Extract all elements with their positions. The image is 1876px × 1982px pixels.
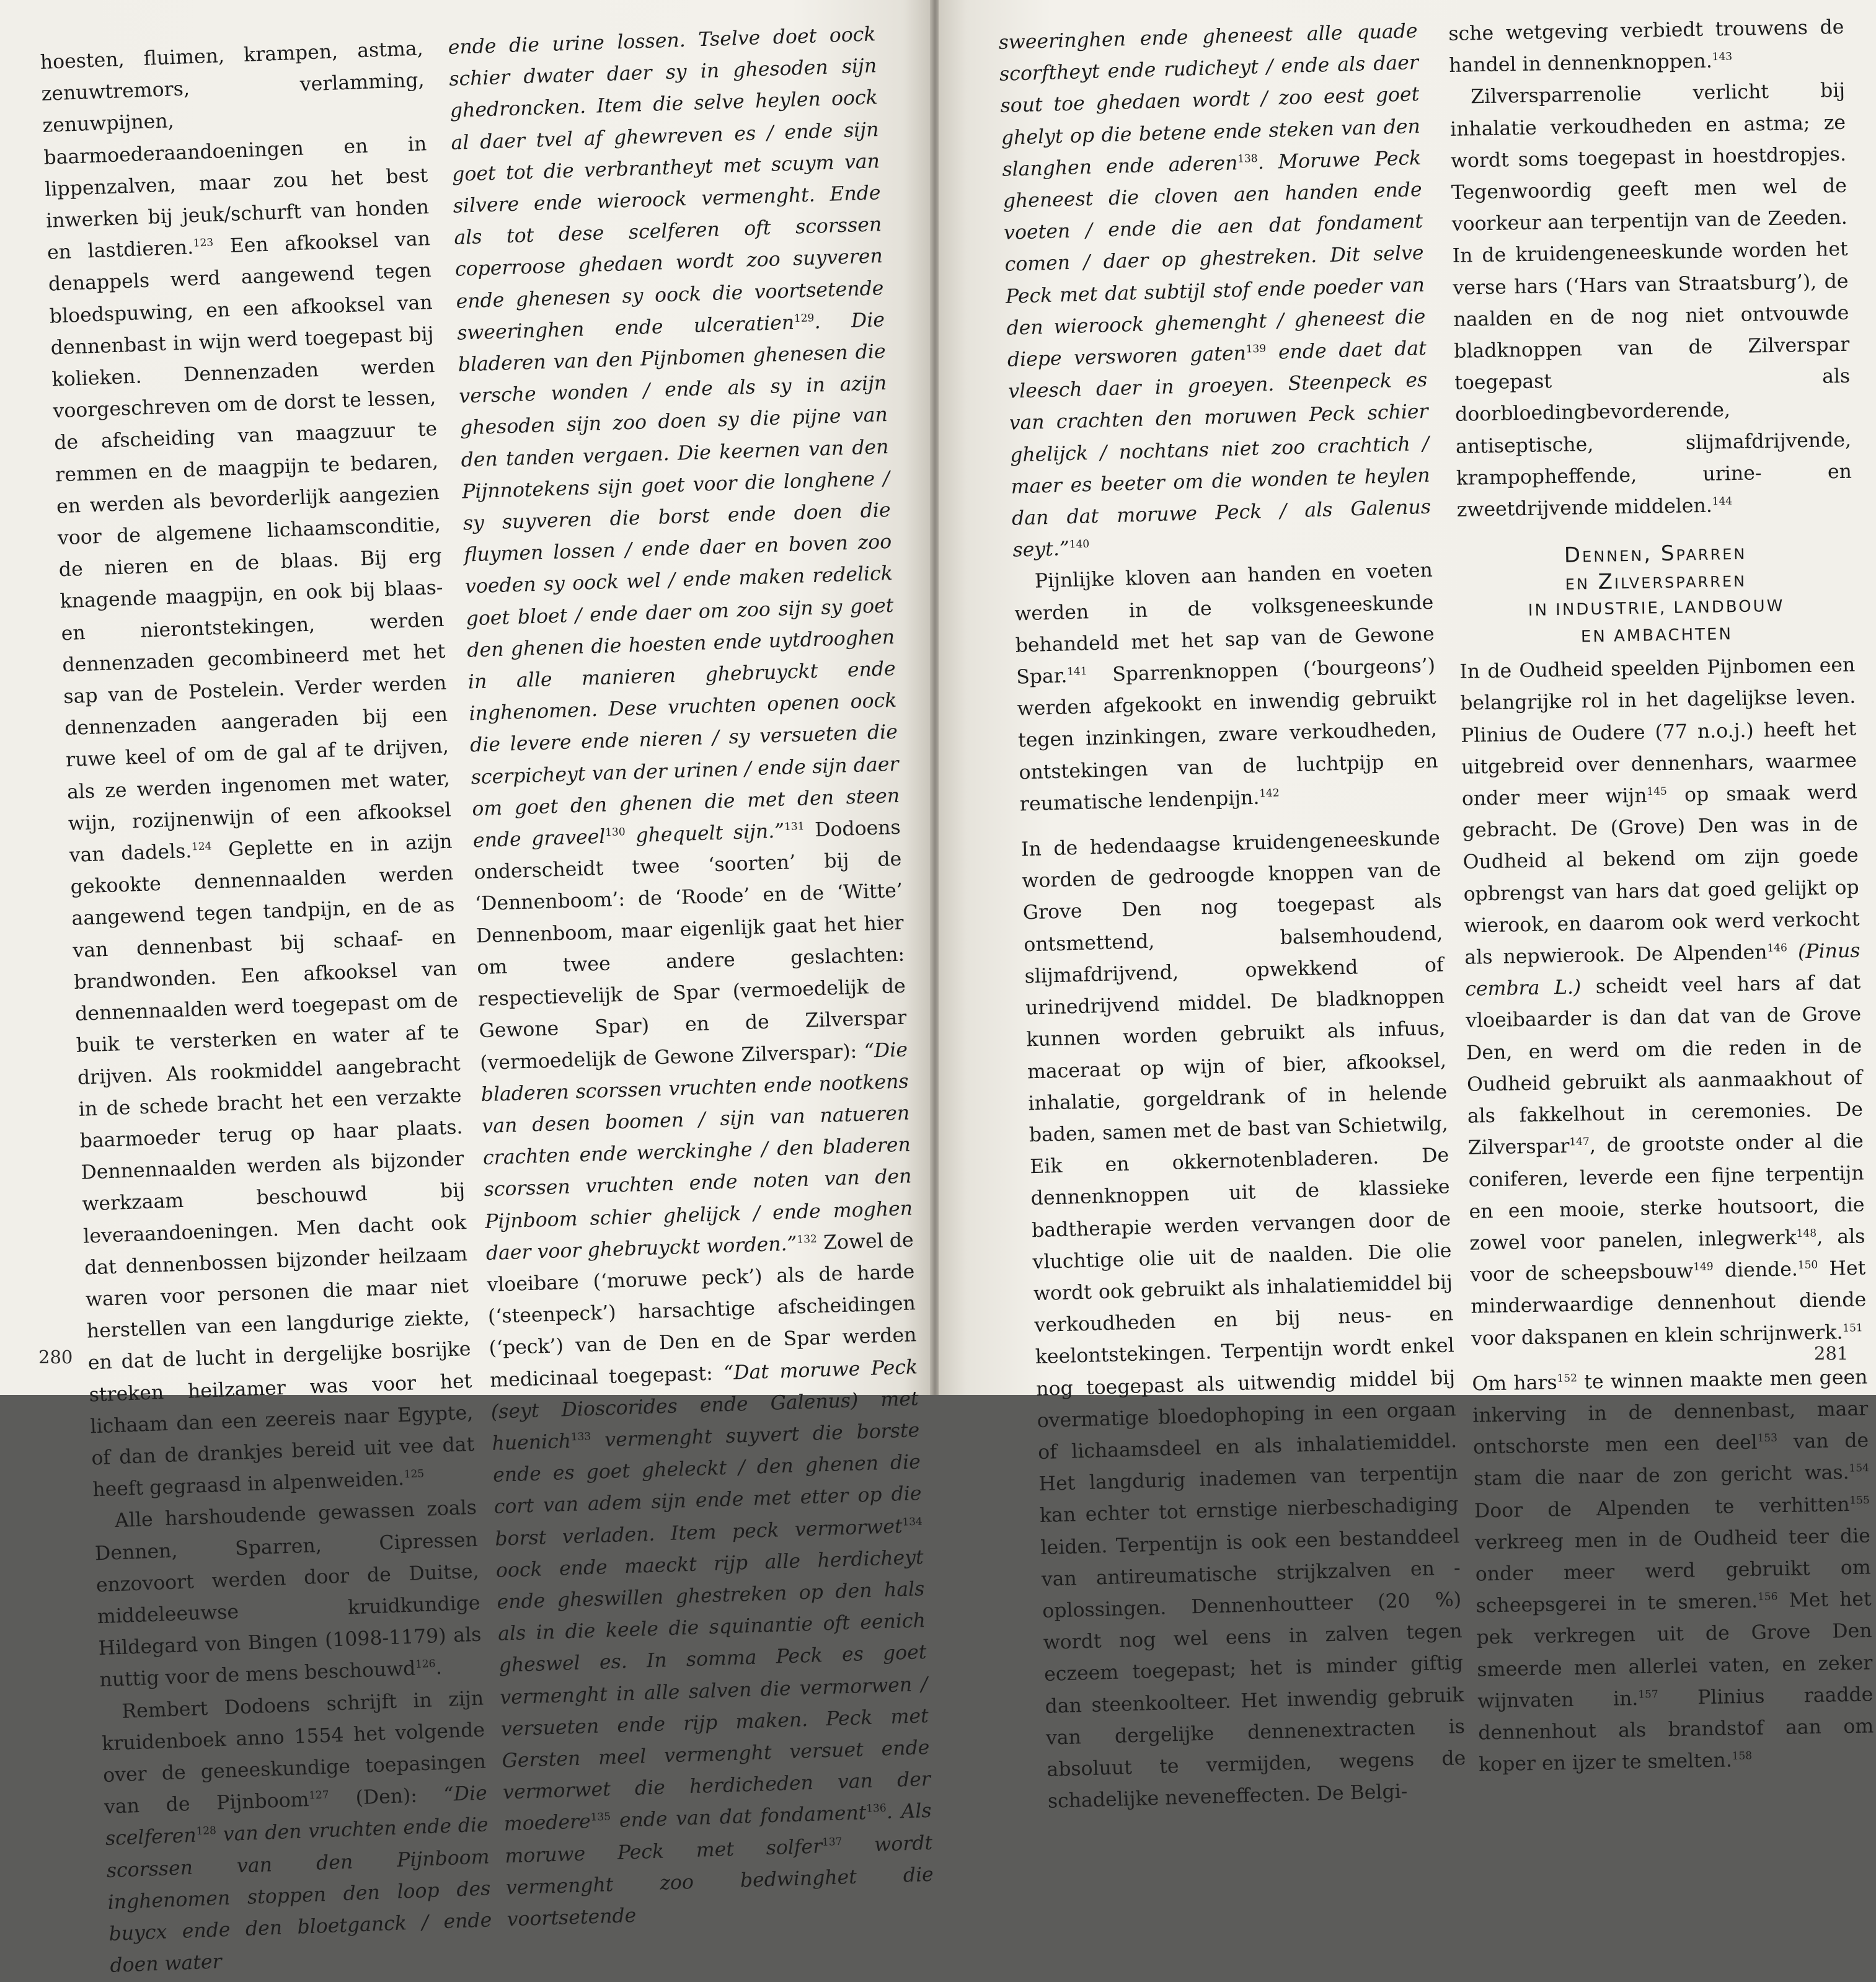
paragraph: Om hars$^{152}$ te winnen maakte men geen inkerving in de dennenbast, maar ontschorste men een deel$^{153}$ van de stam die naar de zon gericht was.$^{154}$ Door de Alpenden te verhitten$^{155}$ verkreeg men in de Oudheid teer die onder meer werd gebruikt om scheepsgerei in te smeren.$^{156}$ Met het pek verkregen uit de Grove Den smeerde men allerlei vaten, en zeker wijnvaten in.$^{157}$ Plinius raadde dennenhout als brandstof aan om koper en ijzer te smelten.$^{158}$ (1472, 1366, 1874, 1776)
page-number-left: 280 (38, 1347, 73, 1368)
left-page-column-1 (40, 33, 493, 1982)
paragraph: In de hedendaagse kruidengeneeskunde worden de gedroogde knoppen van de Grove Den nog toegepast als ontsmettend, balsemhoudend, slijmafdrijvend, opwekkend of urinedrijvend middel. De bladknoppen kunnen worden gebruikt als infuus, maceraat op wijn of bier, afkooksel, inhalatie, gorgeldrank of in helende baden, samen met de bast van Schietwilg, Eik en okkernotenbladeren. De dennenknoppen uit de klassieke badtherapie werden vervangen door de vluchtige olie uit de naalden. Die olie wordt ook gebruikt als inhalatiemiddel bij verkoudheden en bij neus- en keelontstekingen. Terpentijn wordt enkel nog toegepast als uitwendig middel bij overmatige bloedophoping in een orgaan of lichaamsdeel en als inhalatiemiddel. Het langdurig inademen van terpentijn kan echter tot ernstige nierbeschadiging leiden. Terpentijn is ook een bestanddeel van antireumatische strijkzalven en -oplossingen. Dennenhoutteer (20 %) wordt nog wel eens in zalven tegen eczeem toegepast; het is minder giftig dan steenkoolteer. Het inwendig gebruik van dergelijke dennenextracten is absoluut te vermijden, wegens de schadelijke neveneffecten. De Belgi- (1020, 826, 1466, 1813)
left-page-column-2 (448, 19, 935, 1936)
paragraph: sche wetgeving verbiedt trouwens de handel in dennenknoppen.$^{143}$ (1448, 15, 1844, 77)
right-page (939, 0, 1876, 1813)
paragraph: ende die urine lossen. Tselve doet oock schier dwater daer sy in ghesoden sijn ghedroncken. Item die selve heylen oock al daer tvel af ghewreven es / ende sijn goet tot die verbrantheyt met scuym van silvere ende wieroock vermenght. Ende als tot dese scelferen oft scorssen coperroose ghedaen wordt zoo suyveren ende ghenesen sy oock die voortsetende sweeringhen ende ulceratien$^{129}$. Die bladeren van den Pijnbomen ghenesen die versche wonden / ende als sy in azijn ghesoden sijn zoo doen sy die pijne van den tanden vergaen. Die keernen van den Pijnnotekens sijn goet voor die longhene / sy suyveren die borst ende doen die fluymen lossen / ende daer en boven zoo voeden sy oock wel / ende maken redelick goet bloet / ende daer om zoo sijn sy goet den ghenen die hoesten ende uytdrooghen in alle manieren ghebruyckt ende inghenomen. Dese vruchten openen oock die levere ende nieren / sy versueten die scerpicheyt van der urinen / ende sijn daer om goet den ghenen die met den steen ende graveel$^{130}$ ghequelt sijn.”$^{131}$ Dodoens onderscheidt twee ‘soorten’ bij de ‘Dennenboom’: de ‘Roode’ en de ‘Witte’ Dennenboom, maar eigenlijk gaat het hier om twee andere geslachten: respectievelijk de Spar (vermoedelijk de Gewone Spar) en de Zilverspar (vermoedelijk de Gewone Zilverspar): “Die bladeren scorssen vruchten ende nootkens van desen boomen / sijn van natueren crachten ende werckinghe / den bladeren scorssen vruchten ende noten van den Pijnboom schier ghelijck / ende moghen daer voor ghebruyckt worden.”$^{132}$ Zowel de vloeibare (‘moruwe peck’) als de harde (‘steenpeck’) harsachtige afscheidingen (‘peck’) van de Den en de Spar werden medicinaal toegepast: “Dat moruwe Peck (seyt Dioscorides ende Galenus) met huenich$^{133}$ vermenght suyvert die borste ende es goet gheleckt / den ghenen die cort van adem sijn ende met etter op die borst verladen. Item peck vermorwet$^{134}$ oock ende maeckt rijp alle herdicheyt ende gheswillen ghestreken op den hals als in die keele die squinantie oft eenich gheswel es. In somma Peck es goet vermenght in alle salven die vermorwen / versueten ende rijp maken. Peck met Gersten meel vermenght versuet ende vermorwet die herdicheden van der moedere$^{135}$ ende van dat fondament$^{136}$. Als moruwe Peck met solfer$^{137}$ wordt vermenght zoo bedwinghet die voortsetende (448, 23, 934, 1931)
paragraph: In de Oudheid speelden Pijnbomen een belangrijke rol in het dagelijkse leven. Plinius de Oudere (77 n.o.j.) heeft het uitgebreid over dennenhars, waarmee onder meer wijn$^{145}$ op smaak werd gebracht. De (Grove) Den was in de Oudheid al bekend om zijn goede opbrengst van hars dat goed gelijkt op wierook, en daarom ook werd verkocht als nepwierook. De Alpenden$^{146}$ (Pinus cembra L.) scheidt veel hars af dat vloeibaarder is dan dat van de Grove Den, en werd om die reden in de Oudheid gebruikt als aanmaakhout of als fakkelhout in ceremonies. De Zilverspar$^{147}$, de grootste onder al die coniferen, leverde een fijne terpentijn en een mooie, sterke houtsoort, die zowel voor panelen, inlegwerk$^{148}$, als voor de scheepsbouw$^{149}$ diende.$^{150}$ Het minderwaardige dennenhout diende voor dakspanen en klein schrijnwerk.$^{151}$ (1459, 653, 1867, 1350)
paragraph: Rembert Dodoens schrijft in zijn kruidenboek anno 1554 het volgende over de geneeskundige toepasingen van de Pijnboom$^{127}$ (Den): “Die scelferen$^{128}$ van den vruchten ende die scorssen van den Pijnboom inghenomen stoppen den loop des buycx ende den bloetganck / ende doen water (101, 1687, 492, 1978)
paragraph: Alle harshoudende gewassen zoals Dennen, Sparren, Cipressen enzovoort werden door de Duitse, middeleeuwse kruidkundige Hildegard von Bingen (1098-1179) als nuttig voor de mens beschouwd$^{126}$. (94, 1497, 482, 1692)
section-heading: Dennen, Sparren en Zilversparren IN INDUSTRIE, LANDBOUW EN AMBACHTEN (1528, 539, 1785, 647)
right-page-column-2 (1448, 12, 1875, 1781)
paragraph: Pijnlijke kloven aan handen en voeten werden in de volksgeneeskunde behandeld met het sap van de Gewone Spar.$^{141}$ Sparrenknoppen (‘bourgeons’) werden afgekookt en inwendig gebruikt tegen inzinkingen, zware verkoudheden, ontstekingen van de luchtpijp en reumatische lendenpijn.$^{142}$ (1014, 559, 1438, 816)
paragraph: sweeringhen ende gheneest alle quade scorftheyt ende rudicheyt / ende als daer sout toe ghedaen wordt / zoo eest goet ghelyt op die betene ende steken van den slanghen ende aderen$^{138}$. Moruwe Peck gheneest die cloven aen handen ende voeten / ende die aen dat fondament comen / daer op ghestreken. Dit selve Peck met dat subtijl stof ende poeder van den wieroock ghemenght / gheneest die diepe versworen gaten$^{139}$ ende daet dat vleesch daer in groeyen. Steenpeck es van crachten den moruwen Peck schier ghelijck / nochtans niet zoo crachtich / maer es beeter om die wonden te heylen dan dat moruwe Peck / als Galenus seyt.”$^{140}$ (998, 20, 1431, 562)
paragraph: hoesten, fluimen, krampen, astma, zenuwtremors, verlamming, zenuwpijnen, baarmoederaandoeningen en in lippenzalven, maar zou het best inwerken bij jeuk/schurft van honden en lastdieren.$^{123}$ Een afkooksel van denappels werd aangewend tegen bloedspuwing, en een afkooksel van dennenbast in wijn werd toegepast bij kolieken. Dennenzaden werden voorgeschreven om de dorst te lessen, de afscheiding van maagzuur te remmen en de maagpijn te bedaren, en werden als bevorderlijk aangezien voor de algemene lichaamsconditie, de nieren en de blaas. Bij erg knagende maagpijn, en ook bij blaas- en nierontstekingen, werden dennenzaden gecombineerd met het sap van de Postelein. Verder werden dennenzaden aangeraden bij een ruwe keel of om de gal af te drijven, als ze werden ingenomen met water, wijn, rozijnenwijn of een afkooksel van dadels.$^{124}$ Geplette en in azijn gekookte dennennaalden werden aangewend tegen tandpijn, en de as van dennenbast bij schaaf- en brandwonden. Een afkooksel van dennennaalden werd toegepast om de buik te versterken en water af te drijven. Als rookmiddel aangebracht in de schede bracht het een verzakte baarmoeder terug op haar plaats. Dennennaalden werden als bijzonder werkzaam beschouwd bij leveraandoeningen. Men dacht ook dat dennenbossen bijzonder heilzaam waren voor personen die maar niet herstellen van een langdurige ziekte, en dat de lucht in dergelijke bosrijke streken heilzamer was voor het lichaam dan een zeereis naar Egypte, of dan de drankjes bereid uit vee dat heeft gegraasd in alpenweiden.$^{125}$ (40, 37, 475, 1502)
paragraph: Zilversparrenolie verlicht bij inhalatie verkoudheden en astma; ze wordt soms toegepast in hoestdropjes. Tegenwoordig geeft men wel de voorkeur aan terpentijn van de Zeeden. In de kruidengeneeskunde worden het verse hars (‘Hars van Straatsburg’), de naalden en de nog niet ontvouwde bladknoppen van de Zilverspar toegepast als doorbloedingbevorderende, antiseptische, slijmafdrijvende, krampopheffende, urine- en zweetdrijvende middelen.$^{144}$ (1449, 79, 1852, 521)
left-page (0, 0, 934, 1978)
page-number-right: 281 (1814, 1343, 1849, 1364)
right-page-column-1 (998, 15, 1467, 1818)
